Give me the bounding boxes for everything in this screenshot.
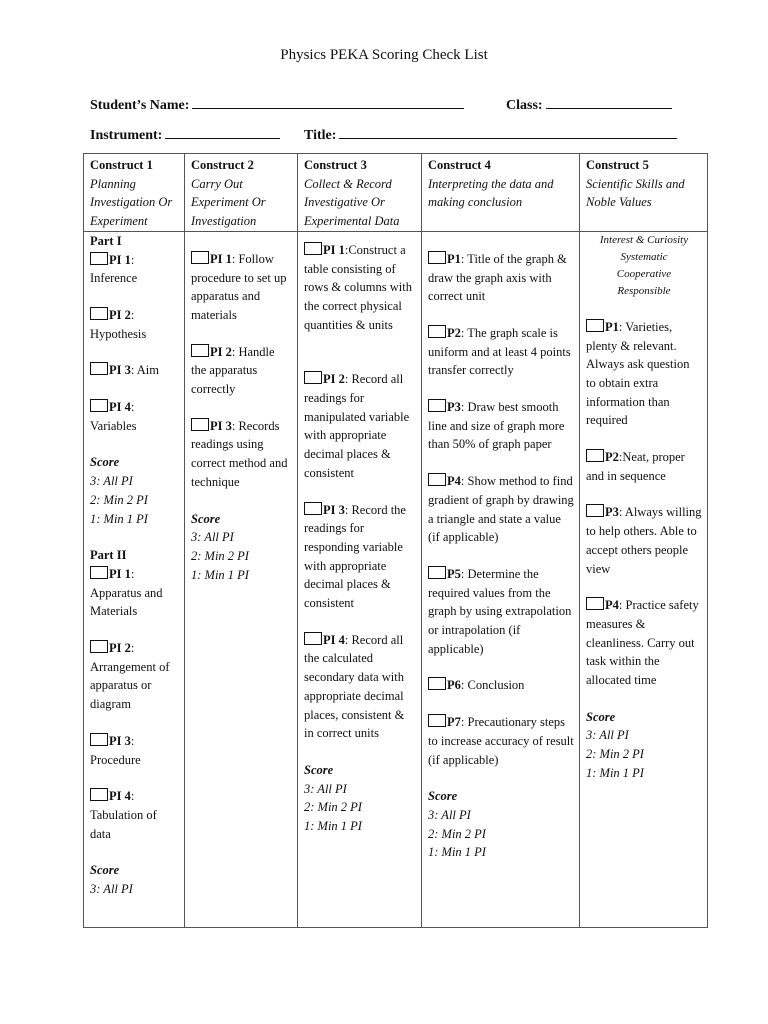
- c3-pi3-checkbox[interactable]: [304, 502, 322, 515]
- c4-score-3: 3: All PI: [428, 807, 471, 822]
- class-label: Class:: [506, 98, 543, 113]
- c1-pi3: PI 3: Aim: [90, 361, 179, 380]
- c4-p3-checkbox[interactable]: [428, 399, 446, 412]
- c3-pi1-checkbox[interactable]: [304, 242, 322, 255]
- c1-pi3-checkbox[interactable]: [90, 362, 108, 375]
- c1-p2-pi1: PI 1: Apparatus and Materials: [90, 566, 163, 619]
- c5-score-label: Score: [586, 709, 616, 724]
- class-field[interactable]: [506, 94, 672, 114]
- c3-pi2-checkbox[interactable]: [304, 371, 322, 384]
- c1-pi2-checkbox[interactable]: [90, 307, 108, 320]
- c4-p6-checkbox[interactable]: [428, 677, 446, 690]
- value-cooperative: Cooperative: [616, 267, 672, 280]
- c2-pi1: PI 1: Follow procedure to set up apparatus and materials: [191, 251, 287, 322]
- page-title: Physics PEKA Scoring Check List: [280, 47, 488, 63]
- c4-score-1: 1: Min 1 PI: [428, 845, 486, 860]
- c1-pi4-checkbox[interactable]: [90, 399, 108, 412]
- c2-score-label: Score: [191, 511, 221, 526]
- c4-p5: P5: Determine the required values from the graph by using extrapolation or intrapolation (if applicable): [428, 566, 572, 656]
- c4-p2: P2: The graph scale is uniform and at least 4 points transfer correctly: [428, 325, 571, 378]
- c1-score-1: 1: Min 1 PI: [90, 511, 148, 526]
- c1-score-2: 2: Min 2 PI: [90, 492, 148, 507]
- c3-pi2: PI 2: Record all readings for manipulated variable with appropriate decimal places & consistent: [304, 372, 410, 480]
- c5-p3-checkbox[interactable]: [586, 504, 604, 517]
- construct-3-header: Construct 3 Collect & Record Investigative Or Experimental Data: [298, 154, 422, 232]
- c1-pi4: PI 4: Variables: [90, 400, 137, 433]
- c1-p2-pi2: PI 2: Arrangement of apparatus or diagram: [90, 641, 170, 712]
- c4-score-2: 2: Min 2 PI: [428, 826, 486, 841]
- c5-p1: P1: Varieties, plenty & relevant. Always ask question to obtain extra information than required: [586, 319, 690, 428]
- c2-score-2: 2: Min 2 PI: [191, 548, 249, 563]
- c4-p7: P7: Precautionary steps to increase accuracy of result (if applicable): [428, 715, 574, 767]
- class-line[interactable]: [546, 94, 672, 109]
- c4-p5-checkbox[interactable]: [428, 566, 446, 579]
- c2-pi2: PI 2: Handle the apparatus correctly: [191, 344, 275, 397]
- c2-score-1: 1: Min 1 PI: [191, 567, 249, 582]
- construct-5-cell: [580, 231, 708, 927]
- body-row: [84, 231, 708, 927]
- c1-p2-pi2-checkbox[interactable]: [90, 640, 108, 653]
- header-row: [84, 154, 708, 232]
- c5-p4: P4: Practice safety measures & cleanliness. Carry out task within the allocated time: [586, 598, 699, 688]
- student-name-line[interactable]: [192, 94, 464, 109]
- instrument-field[interactable]: [90, 124, 280, 144]
- title-label: Title:: [304, 128, 337, 143]
- construct-2-cell: [185, 231, 298, 927]
- value-responsible: Responsible: [617, 284, 671, 297]
- c5-score-2: 2: Min 2 PI: [586, 747, 644, 762]
- part-2-heading: Part II: [90, 548, 127, 563]
- c1-p2-pi4: PI 4: Tabulation of data: [90, 789, 157, 841]
- c5-p4-checkbox[interactable]: [586, 597, 604, 610]
- construct-3-cell: [298, 231, 422, 927]
- c4-p1-checkbox[interactable]: [428, 251, 446, 264]
- construct-1-header: Construct 1 Planning Investigation Or Experiment: [84, 154, 185, 232]
- construct-4-cell: [422, 231, 580, 927]
- scoring-table: [83, 153, 708, 928]
- c2-pi1-checkbox[interactable]: [191, 251, 209, 264]
- c1-p2-pi1-checkbox[interactable]: [90, 566, 108, 579]
- c5-score-3: 3: All PI: [586, 728, 629, 743]
- c3-pi1: PI 1:Construct a table consisting of rows & columns with the correct physical quantities & units: [304, 242, 412, 332]
- c1-score2-label: Score: [90, 863, 120, 878]
- c4-p6: P6: Conclusion: [428, 676, 574, 695]
- c5-p2: P2:Neat, proper and in sequence: [586, 450, 685, 483]
- c1-pi1: PI 1: Inference: [90, 252, 138, 286]
- c2-pi2-checkbox[interactable]: [191, 344, 209, 357]
- c5-p1-checkbox[interactable]: [586, 319, 604, 332]
- c1-pi1-checkbox[interactable]: [90, 252, 108, 265]
- construct-1-cell: [84, 231, 185, 927]
- c4-p7-checkbox[interactable]: [428, 714, 446, 727]
- instrument-line[interactable]: [165, 124, 280, 139]
- value-interest-curiosity: Interest & Curiosity: [599, 233, 689, 246]
- title-line[interactable]: [339, 124, 677, 139]
- c5-score-1: 1: Min 1 PI: [586, 765, 644, 780]
- c2-pi3-checkbox[interactable]: [191, 418, 209, 431]
- c3-score-3: 3: All PI: [304, 781, 347, 796]
- instrument-label: Instrument:: [90, 128, 163, 143]
- c4-p3: P3: Draw best smooth line and size of graph more than 50% of graph paper: [428, 400, 565, 452]
- c1-p2-pi3-checkbox[interactable]: [90, 733, 108, 746]
- c1-pi2: PI 2: Hypothesis: [90, 307, 147, 341]
- c1-score2-3: 3: All PI: [90, 882, 133, 897]
- student-name-label: Student’s Name:: [90, 98, 190, 113]
- c3-pi4-checkbox[interactable]: [304, 632, 322, 645]
- c4-p4: P4: Show method to find gradient of graph by drawing a triangle and state a value (if applicable): [428, 474, 574, 545]
- value-systematic: Systematic: [620, 250, 668, 263]
- construct-5-header: Construct 5 Scientific Skills and Noble Values: [580, 154, 708, 232]
- c2-pi3: PI 3: Records readings using correct method and technique: [191, 418, 288, 489]
- construct-2-header: Construct 2 Carry Out Experiment Or Investigation: [185, 154, 298, 232]
- part-1-heading: Part I: [90, 233, 122, 248]
- title-field[interactable]: [304, 124, 677, 144]
- c5-p3: P3: Always willing to help others. Able to accept others people view: [586, 505, 702, 576]
- c4-p1: P1: Title of the graph & draw the graph axis with correct unit: [428, 251, 567, 304]
- c3-score-label: Score: [304, 762, 334, 777]
- c3-pi3: PI 3: Record the readings for responding variable with appropriate decimal places & consistent: [304, 502, 406, 611]
- c1-score-3: 3: All PI: [90, 474, 133, 489]
- c1-p2-pi4-checkbox[interactable]: [90, 788, 108, 801]
- c4-p2-checkbox[interactable]: [428, 325, 446, 338]
- c3-pi4: PI 4: Record all the calculated secondary data with appropriate decimal places, consistent & in correct units: [304, 632, 405, 741]
- c1-score-label: Score: [90, 455, 120, 470]
- c3-score-1: 1: Min 1 PI: [304, 819, 362, 834]
- c4-p4-checkbox[interactable]: [428, 473, 446, 486]
- c4-score-label: Score: [428, 789, 458, 804]
- c2-score-3: 3: All PI: [191, 530, 234, 545]
- c1-p2-pi3: PI 3: Procedure: [90, 733, 141, 767]
- c3-score-2: 2: Min 2 PI: [304, 800, 362, 815]
- c5-p2-checkbox[interactable]: [586, 449, 604, 462]
- construct-4-header: Construct 4 Interpreting the data and making conclusion: [422, 154, 580, 232]
- student-name-field[interactable]: [90, 94, 464, 114]
